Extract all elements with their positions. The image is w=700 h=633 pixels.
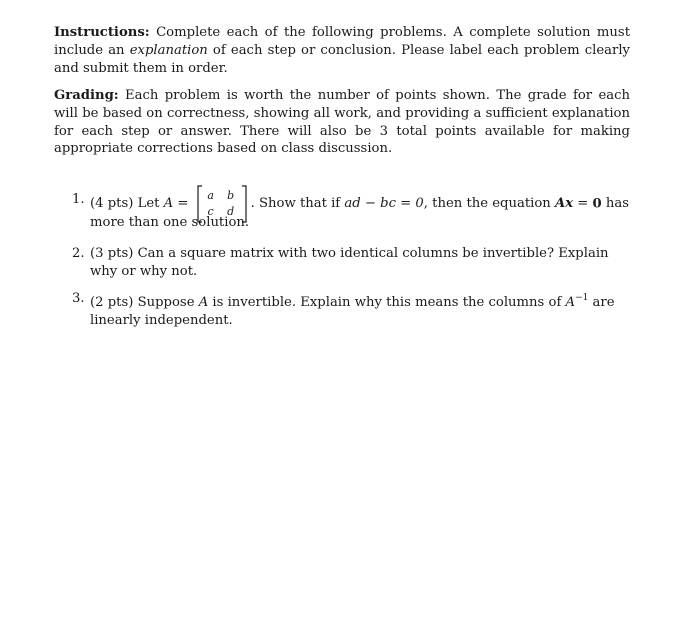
- grading-label: Grading:: [54, 88, 119, 103]
- problem-1-mid: . Show that if: [250, 196, 345, 211]
- problem-1-line-1: [90, 184, 632, 218]
- problem-1-equation-rhs: 0: [592, 196, 602, 212]
- problem-2-number: 2.: [72, 246, 85, 261]
- instructions-text-b: of each step or conclusion. Please label each problem clearly and submit them in order.: [54, 42, 630, 76]
- problem-3-text-a: (2 pts) Suppose: [90, 295, 199, 310]
- problem-1-condition: ad − bc = 0: [344, 196, 424, 211]
- matrix-brackets: [195, 184, 249, 224]
- instructions-emphasis: explanation: [129, 42, 208, 58]
- problem-3-var-a: A: [198, 295, 209, 310]
- problem-1-equals: =: [173, 196, 193, 211]
- matrix-cell-d: d: [227, 205, 235, 218]
- problem-1-equation-lhs: Ax: [554, 196, 574, 211]
- grading-paragraph: [54, 87, 630, 158]
- grading-text: Each problem is worth the number of points shown. The grade for each will be based on correctness, showing all work, and providing a sufficient explanation for each step or answer. There will also be 3 total points available for making appropriate corrections based on class discussion.: [54, 88, 630, 157]
- matrix-cell-a: a: [207, 189, 214, 202]
- problem-1-var-a: A: [163, 196, 174, 211]
- problem-2: [72, 245, 632, 281]
- problem-1-equation-eq: =: [573, 196, 593, 211]
- problem-3: [72, 290, 632, 330]
- problem-1-number: 1.: [72, 192, 85, 207]
- problem-1-intro: (4 pts) Let: [90, 196, 164, 211]
- instructions-label: Instructions:: [54, 25, 150, 40]
- problem-3-text-b: is invertible. Explain why this means the columns of: [208, 295, 566, 310]
- problem-1-end: has: [601, 196, 630, 211]
- problem-1-line-2: more than one solution.: [90, 215, 250, 230]
- problem-1: [72, 184, 632, 232]
- problem-3-inverse-exponent: −1: [575, 293, 589, 303]
- problem-3-body: [90, 290, 632, 330]
- problem-3-inverse-base: A: [565, 295, 576, 310]
- instructions-paragraph: [54, 24, 630, 77]
- problem-3-text-c: are linearly independent.: [90, 295, 615, 328]
- problem-3-number: 3.: [72, 291, 85, 306]
- problem-2-text: (3 pts) Can a square matrix with two identical columns be invertible? Explain why or why not.: [90, 246, 609, 279]
- matrix-cell-b: b: [227, 189, 235, 202]
- instructions-text-a: Complete each of the following problems. A complete solution must include an: [54, 25, 630, 58]
- problem-1-mid2: , then the equation: [423, 196, 555, 211]
- matrix-cell-c: c: [207, 205, 214, 218]
- matrix-abcd: [195, 184, 249, 224]
